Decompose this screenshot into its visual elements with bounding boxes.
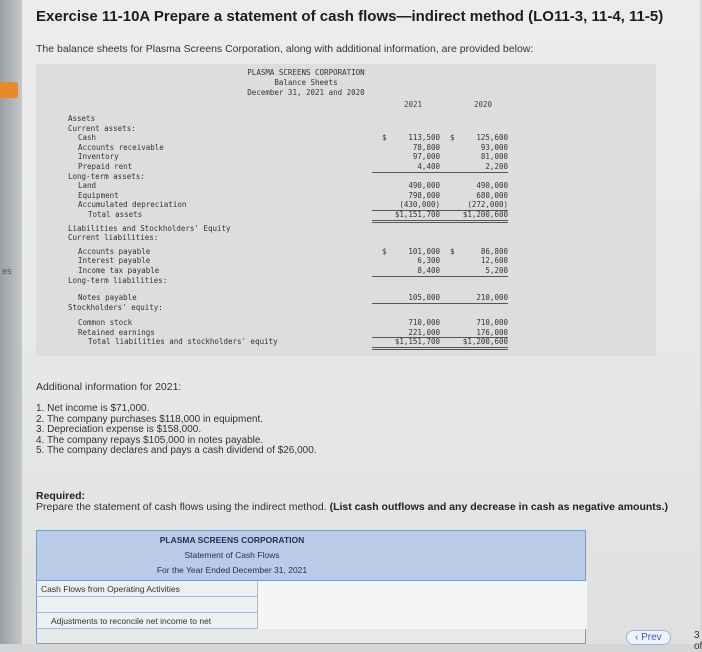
cash-flow-header <box>37 531 585 581</box>
column-2021: 2021 <box>404 100 423 109</box>
balance-sheet-row <box>36 181 656 191</box>
row-label: Total liabilities and stockholders' equity <box>88 337 278 347</box>
value-2021: 78,800 <box>412 142 440 152</box>
additional-info-item: 4. The company repays $105,000 in notes payable. <box>36 434 264 446</box>
balance-sheet-date: December 31, 2021 and 2020 <box>247 88 365 97</box>
row-label: Prepaid rent <box>78 161 133 171</box>
dollar-sign: $ <box>382 133 387 143</box>
balance-sheet-row <box>36 191 656 201</box>
row-label: Accumulated depreciation <box>78 200 187 210</box>
balance-sheet-row <box>36 210 656 220</box>
balance-sheet-row <box>36 172 656 182</box>
value-2021: (430,000) <box>372 200 440 211</box>
row-label: Common stock <box>78 318 133 328</box>
balance-sheet-row <box>36 114 656 124</box>
value-2021: 6,300 <box>417 256 440 266</box>
balance-sheet-header <box>186 68 426 98</box>
value-2020: 710,000 <box>476 318 508 328</box>
value-2020: 93,000 <box>480 142 508 152</box>
cash-flow-statement-name: Statement of Cash Flows <box>184 550 280 560</box>
balance-sheet-row <box>36 162 656 172</box>
row-label: Income tax payable <box>78 265 160 275</box>
value-2020: 12,600 <box>480 256 508 266</box>
row-label: Accounts receivable <box>78 142 164 152</box>
exercise-intro: The balance sheets for Plasma Screens Corporation, along with additional information, are provided below: <box>36 43 534 55</box>
required-emphasis: (List cash outflows and any decrease in cash as negative amounts.) <box>329 501 669 513</box>
balance-sheet <box>36 64 656 356</box>
balance-sheet-row <box>36 133 656 143</box>
gutter-tab[interactable] <box>0 82 18 98</box>
amount-cell[interactable] <box>257 597 587 613</box>
additional-info-item: 5. The company declares and pays a cash dividend of $26,000. <box>36 445 317 457</box>
row-label: Stockholders' equity: <box>68 302 163 312</box>
additional-info-title: Additional information for 2021: <box>36 381 182 393</box>
row-label: Cash <box>78 133 97 143</box>
value-2020: 2,200 <box>440 162 508 173</box>
additional-info-item: 1. Net income is $71,000. <box>36 403 150 414</box>
column-2020: 2020 <box>474 100 493 109</box>
row-label: Interest payable <box>78 256 151 266</box>
value-2020: $1,200,600 <box>440 337 508 350</box>
balance-sheet-row <box>36 233 656 243</box>
row-label: Long-term liabilities: <box>68 275 168 285</box>
prev-label: Prev <box>641 632 662 643</box>
balance-sheet-row <box>36 143 656 153</box>
chevron-left-icon: ‹ <box>635 632 639 643</box>
value-2020: 125,600 <box>476 133 508 143</box>
row-label: Current liabilities: <box>68 233 159 243</box>
balance-sheet-row <box>36 328 656 338</box>
value-2021: 8,400 <box>372 266 440 277</box>
additional-info-item: 2. The company purchases $118,000 in equipment. <box>36 413 264 425</box>
balance-sheet-row <box>36 256 656 266</box>
balance-sheet-row <box>36 337 656 347</box>
balance-sheet-row <box>36 224 656 234</box>
cash-flow-form <box>36 530 586 644</box>
balance-sheet-row <box>36 293 656 303</box>
balance-sheet-rows <box>36 114 656 347</box>
value-2021: $1,151,700 <box>372 337 440 350</box>
value-2020: 490,000 <box>476 181 508 191</box>
balance-sheet-row <box>36 303 656 313</box>
row-label: Assets <box>68 114 96 123</box>
cash-flow-company: PLASMA SCREENS CORPORATION <box>159 535 305 545</box>
amount-cell[interactable] <box>257 581 587 597</box>
exercise-title: Exercise 11-10A Prepare a statement of cash flows—indirect method (LO11-3, 11-4, 11-5) <box>36 8 664 25</box>
exercise-page <box>22 0 702 652</box>
value-2020: 81,000 <box>480 152 508 162</box>
value-2021: 105,000 <box>372 293 440 304</box>
value-2021: 101,000 <box>408 246 440 256</box>
value-2020: 86,800 <box>480 246 508 256</box>
value-2020: 210,000 <box>440 293 508 304</box>
required-instruction: Prepare the statement of cash flows using the indirect method. <box>36 501 327 513</box>
row-label: Current assets: <box>68 123 136 133</box>
page-indicator: 3 of <box>694 630 702 652</box>
value-2021: 798,000 <box>408 190 440 200</box>
row-label: Land <box>78 181 97 191</box>
cash-flow-row <box>37 597 585 613</box>
gutter-mark: es <box>2 266 12 276</box>
row-label: Accounts payable <box>78 246 151 256</box>
row-label: Long-term assets: <box>68 171 145 181</box>
required-label: Required: <box>36 490 86 502</box>
row-label: Notes payable <box>78 293 137 303</box>
value-2021: 710,000 <box>408 318 440 328</box>
value-2021: 490,000 <box>408 181 440 191</box>
cash-flow-period: For the Year Ended December 31, 2021 <box>156 565 308 575</box>
dollar-sign: $ <box>450 133 455 143</box>
balance-sheet-row <box>36 124 656 134</box>
row-label: Equipment <box>78 190 119 200</box>
balance-sheet-company: PLASMA SCREENS CORPORATION <box>247 68 365 77</box>
row-label: Liabilities and Stockholders' Equity <box>68 223 231 233</box>
balance-sheet-row <box>36 152 656 162</box>
value-2021: 97,000 <box>412 152 440 162</box>
value-2020: (272,000) <box>440 200 508 211</box>
value-2021: 4,400 <box>372 162 440 173</box>
value-2021: $1,151,700 <box>372 210 440 223</box>
left-gutter <box>0 0 22 644</box>
value-2020: 5,200 <box>440 266 508 277</box>
balance-sheet-name: Balance Sheets <box>274 78 338 87</box>
value-2020: $1,200,600 <box>440 210 508 223</box>
additional-info-item: 3. Depreciation expense is $158,000. <box>36 424 202 436</box>
additional-info-list <box>36 404 317 457</box>
balance-sheet-row <box>36 266 656 276</box>
balance-sheet-row <box>36 276 656 286</box>
dollar-sign: $ <box>450 246 455 256</box>
cash-flow-row-label: Adjustments to reconcile net income to net <box>51 616 212 626</box>
cash-flow-row <box>37 581 585 597</box>
value-2020: 176,000 <box>440 328 508 339</box>
value-2021: 221,000 <box>372 328 440 339</box>
value-2020: 680,000 <box>476 190 508 200</box>
value-2021: 113,500 <box>408 133 440 143</box>
balance-sheet-row <box>36 247 656 257</box>
row-label: Inventory <box>78 152 119 162</box>
balance-sheet-row <box>36 200 656 210</box>
balance-sheet-row <box>36 318 656 328</box>
row-label: Total assets <box>88 209 143 219</box>
cash-flow-row-label: Cash Flows from Operating Activities <box>41 584 180 594</box>
prev-button[interactable] <box>626 630 671 645</box>
required-text <box>36 501 668 513</box>
cash-flow-row <box>37 613 585 629</box>
row-label: Retained earnings <box>78 327 155 337</box>
amount-cell[interactable] <box>257 613 587 629</box>
dollar-sign: $ <box>382 246 387 256</box>
